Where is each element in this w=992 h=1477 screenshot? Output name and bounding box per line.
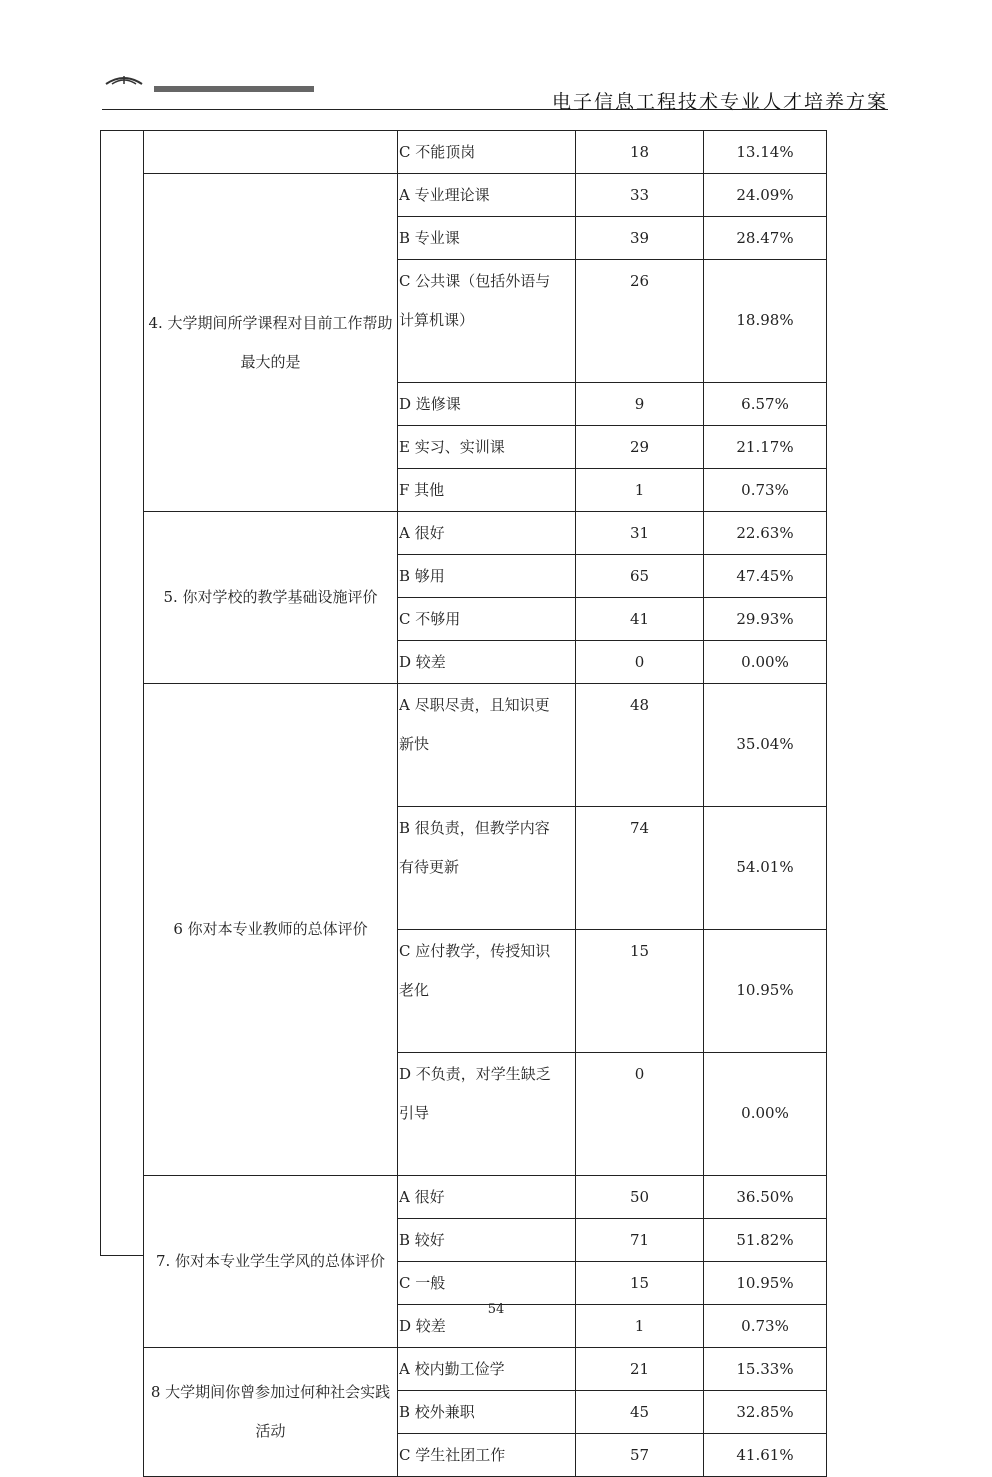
percent-value: 32.85% [736,1403,794,1421]
table-row [144,174,827,217]
percent-value: 0.73% [741,1317,789,1335]
page-header [102,64,888,113]
count-value: 33 [629,186,650,204]
percent-value: 18.98% [736,311,794,329]
percent-value: 15.33% [736,1360,794,1378]
option-label: A 专业理论课 [399,186,490,204]
survey-results-table [143,130,827,1477]
option-label: F 其他 [399,481,445,499]
count-value: 45 [629,1403,650,1421]
percent-value: 29.93% [736,610,794,628]
document-title: 电子信息工程技术专业人才培养方案 [551,91,888,113]
percent-value: 28.47% [736,229,794,247]
table-row [144,1176,827,1219]
percent-value: 0.00% [741,653,789,671]
percent-value: 10.95% [736,1274,794,1292]
option-label-cont: 引导 [399,1104,430,1122]
count-value: 65 [629,567,650,585]
percent-value: 10.95% [736,981,794,999]
option-label: C 不能顶岗 [399,143,476,161]
percent-value: 24.09% [736,186,794,204]
count-value: 41 [629,610,650,628]
count-value: 0 [634,653,645,671]
percent-value: 13.14% [736,143,794,161]
percent-value: 22.63% [736,524,794,542]
percent-value: 35.04% [736,735,794,753]
option-label-cont: 有待更新 [399,858,460,876]
percent-value: 36.50% [736,1188,794,1206]
count-value: 15 [629,942,650,960]
percent-value: 54.01% [736,858,794,876]
count-value: 9 [634,395,645,413]
option-label: D 选修课 [399,395,461,413]
option-label: A 校内勤工俭学 [399,1360,505,1378]
count-value: 48 [629,696,650,714]
percent-value: 0.73% [741,481,789,499]
school-logo [102,70,322,96]
count-value: 18 [629,143,650,161]
option-label: D 较差 [399,653,446,671]
option-label: C 公共课（包括外语与 [399,272,551,290]
count-value: 0 [634,1065,645,1083]
table-row [144,1348,827,1391]
option-label: B 够用 [399,567,445,585]
question-cell: 7. 你对本专业学生学风的总体评价 [144,1176,398,1348]
count-value: 39 [629,229,650,247]
percent-value: 21.17% [736,438,794,456]
option-label: D 较差 [399,1317,446,1335]
table-row [144,512,827,555]
percent-value: 47.45% [736,567,794,585]
question-cell: 8 大学期间你曾参加过何种社会实践活动 [144,1348,398,1477]
count-value: 1 [634,1317,645,1335]
count-value: 57 [629,1446,650,1464]
percent-value: 0.00% [741,1104,789,1122]
count-value: 71 [629,1231,650,1249]
option-label: B 很负责，但教学内容 [399,819,550,837]
count-value: 1 [634,481,645,499]
option-label: A 尽职尽责，且知识更 [399,696,550,714]
option-label: D 不负责，对学生缺乏 [399,1065,551,1083]
question-cell: 4. 大学期间所学课程对目前工作帮助最大的是 [144,174,398,512]
page-number: 54 [487,1302,505,1317]
option-label: C 应付教学，传授知识 [399,942,551,960]
option-label: B 专业课 [399,229,460,247]
percent-value: 41.61% [736,1446,794,1464]
option-label-cont: 老化 [399,981,430,999]
option-label: C 不够用 [399,610,461,628]
count-value: 21 [629,1360,650,1378]
question-cell [144,131,398,174]
count-value: 15 [629,1274,650,1292]
percent-value: 6.57% [741,395,789,413]
question-cell: 5. 你对学校的教学基础设施评价 [144,512,398,684]
option-label: C 学生社团工作 [399,1446,506,1464]
count-value: 50 [629,1188,650,1206]
option-label: B 较好 [399,1231,445,1249]
header-divider [102,109,888,110]
table-row [144,131,827,174]
percent-value: 51.82% [736,1231,794,1249]
option-label-cont: 计算机课） [399,311,475,329]
option-label: E 实习、实训课 [399,438,505,456]
option-label: A 很好 [399,524,445,542]
count-value: 29 [629,438,650,456]
outer-frame-column [100,130,143,1256]
option-label: B 校外兼职 [399,1403,475,1421]
option-label: A 很好 [399,1188,445,1206]
option-label-cont: 新快 [399,735,430,753]
count-value: 31 [629,524,650,542]
question-cell: 6 你对本专业教师的总体评价 [144,684,398,1176]
table-row [144,684,827,807]
count-value: 26 [629,272,650,290]
option-label: C 一般 [399,1274,446,1292]
count-value: 74 [629,819,650,837]
